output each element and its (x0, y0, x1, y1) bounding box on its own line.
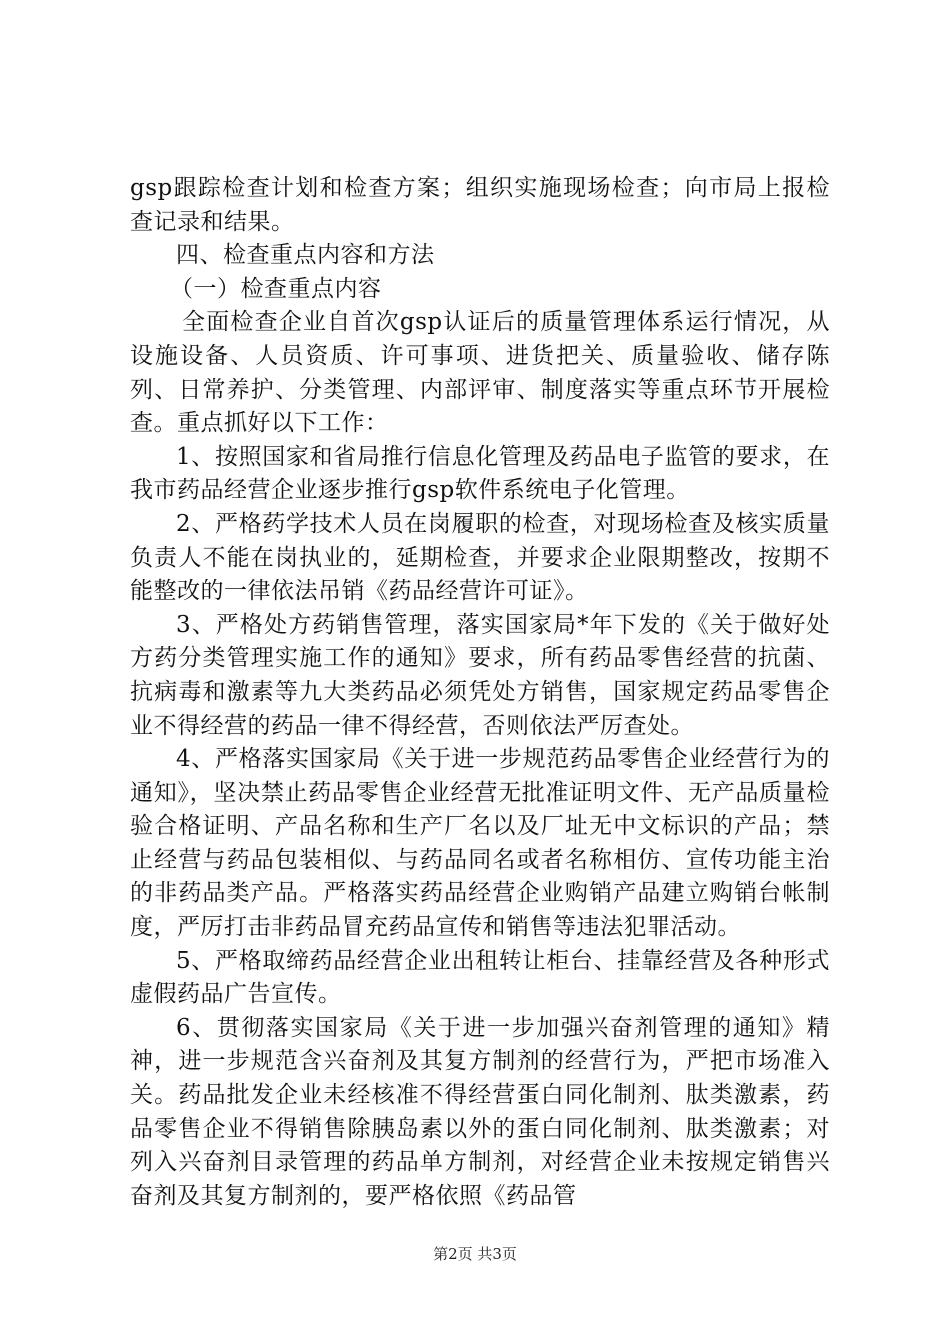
list-item-3: 3、严格处方药销售管理，落实国家局*年下发的《关于做好处方药分类管理实施工作的通知》要求，所有药品零售经营的抗菌、抗病毒和激素等九大类药品必须凭处方销售，国家规定药品零售企业不得经营的药品一律不得经营，否则依法严厉查处。 (130, 611, 830, 739)
paragraph-continuation: gsp跟踪检查计划和检查方案；组织实施现场检查；向市局上报检查记录和结果。 (130, 175, 830, 235)
section-heading: 四、检查重点内容和方法 (176, 242, 435, 269)
subsection-heading: （一）检查重点内容 (170, 275, 382, 302)
list-item-5: 5、严格取缔药品经营企业出租转让柜台、挂靠经营及各种形式虚假药品广告宣传。 (130, 947, 830, 1008)
document-body (130, 172, 830, 1213)
paragraph-overview: 全面检查企业自首次gsp认证后的质量管理体系运行情况，从设施设备、人员资质、许可事项、进货把关、质量验收、储存陈列、日常养护、分类管理、内部评审、制度落实等重点环节开展检查。重点抓好以下工作： (130, 309, 830, 437)
list-item-4: 4、严格落实国家局《关于进一步规范药品零售企业经营行为的通知》，坚决禁止药品零售企业经营无批准证明文件、无产品质量检验合格证明、产品名称和生产厂名以及厂址无中文标识的产品；禁止经营与药品包装相似、与药品同名或者名称相仿、宣传功能主治的非药品类产品。严格落实药品经营企业购销产品建立购销台帐制度，严厉打击非药品冒充药品宣传和销售等违法犯罪活动。 (130, 746, 830, 941)
list-item-2: 2、严格药学技术人员在岗履职的检查，对现场检查及核实质量负责人不能在岗执业的，延期检查，并要求企业限期整改，按期不能整改的一律依法吊销《药品经营许可证》。 (130, 510, 830, 605)
page-footer: 第2页 共3页 (433, 1245, 517, 1263)
list-item-6: 6、贯彻落实国家局《关于进一步加强兴奋剂管理的通知》精神，进一步规范含兴奋剂及其复方制剂的经营行为，严把市场准入关。药品批发企业未经核准不得经营蛋白同化制剂、肽类激素，药品零售企业不得销售除胰岛素以外的蛋白同化制剂、肽类激素；对列入兴奋剂目录管理的药品单方制剂，对经营企业未按规定销售兴奋剂及其复方制剂的，要严格依照《药品管 (130, 1014, 830, 1209)
list-item-1: 1、按照国家和省局推行信息化管理及药品电子监管的要求，在我市药品经营企业逐步推行gsp软件系统电子化管理。 (130, 443, 830, 504)
